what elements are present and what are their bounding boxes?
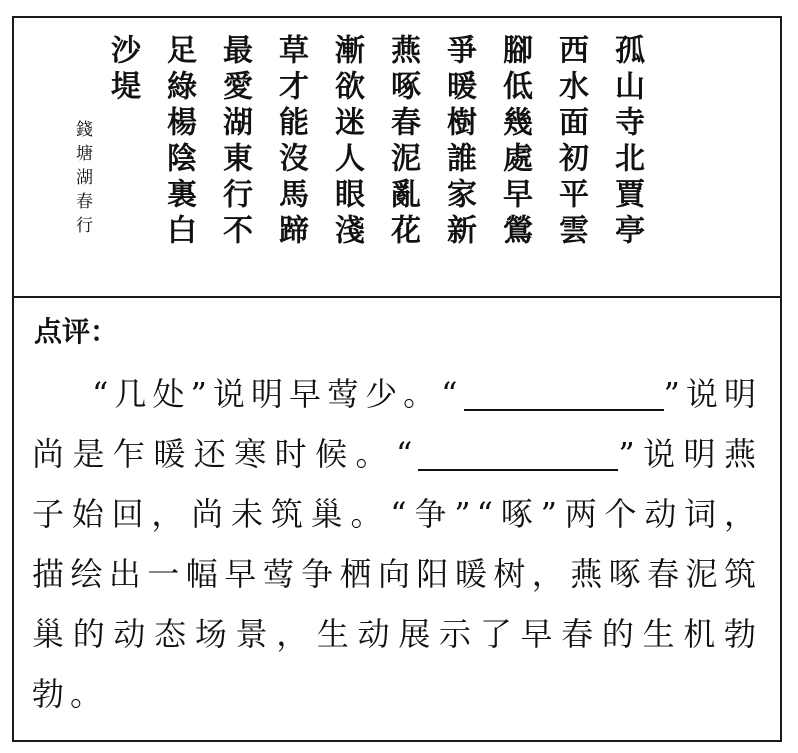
comment-heading: 点评：	[34, 315, 119, 348]
poem-column-6: 漸欲迷人眼淺	[329, 34, 364, 250]
comment-panel	[14, 298, 780, 742]
poem-last-column-group	[71, 34, 141, 284]
answer-blank-1[interactable]	[464, 377, 664, 411]
poem-column-9: 足綠楊陰裏白	[161, 34, 196, 250]
poem-columns	[71, 34, 645, 284]
poem-calligraphy-panel	[14, 18, 780, 298]
poem-column-4: 爭暖樹誰家新	[441, 34, 476, 250]
poem-column-8: 最愛湖東行不	[217, 34, 252, 250]
poem-column-1: 孤山寺北賈亭	[609, 34, 644, 250]
answer-blank-2[interactable]	[418, 437, 618, 471]
comment-text-part-3: ”说明燕子始回，尚未筑巢。“争”“啄”两个动词，描绘出一幅早莺争栖向阳暖树，燕啄春泥筑巢的动态场景，生动展示了早春的生机勃勃。	[32, 435, 762, 713]
poem-column-2: 西水面初平雲	[553, 34, 588, 250]
poem-column-5: 燕啄春泥亂花	[385, 34, 420, 250]
poem-title: 錢塘湖春行	[72, 120, 92, 240]
comment-body	[32, 364, 762, 724]
poem-column-10: 沙堤	[105, 34, 140, 106]
document-frame	[12, 16, 782, 742]
poem-column-7: 草才能沒馬蹄	[273, 34, 308, 250]
poem-column-3: 腳低幾處早鶯	[497, 34, 532, 250]
comment-text-part-1: “几处”说明早莺少。“	[92, 375, 464, 413]
comment-text-part-2: ”说明尚是乍暖还寒时候。“	[32, 375, 762, 473]
